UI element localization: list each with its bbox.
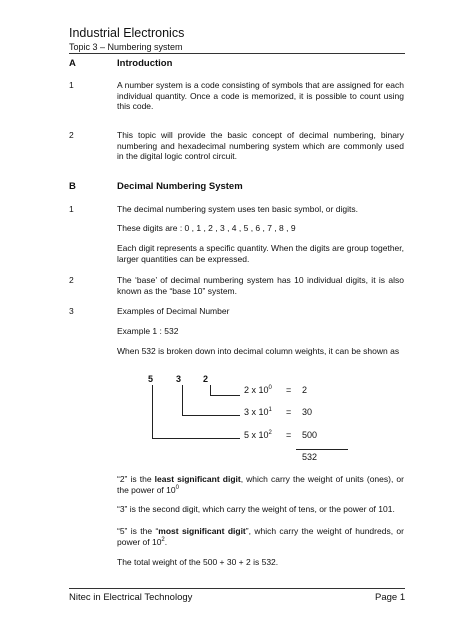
section-b-item-3-text: Examples of Decimal Number bbox=[117, 306, 230, 316]
section-a-letter: A bbox=[69, 58, 76, 69]
digits-list: These digits are : 0 , 1 , 2 , 3 , 4 , 5 , 6 , 7 , 8 , 9 bbox=[117, 223, 296, 233]
section-b-item-3-num: 3 bbox=[69, 306, 74, 316]
weight-row-1: 2 x $10^0$ bbox=[244, 385, 272, 395]
section-a-item-2-text: This topic will provide the basic concept of decimal numbering, binary numbering and hexadecimal numbering system which are commonly used in the digital logic control circuit. bbox=[117, 130, 404, 162]
header-title: Industrial Electronics bbox=[69, 26, 185, 40]
sum-line bbox=[296, 449, 348, 450]
weight-row-1-eq: = bbox=[286, 385, 292, 395]
sum-total: 532 bbox=[302, 452, 318, 462]
group-text: Each digit represents a specific quantity. When the digits are group together, larger quantities can be expressed. bbox=[117, 243, 404, 264]
section-b-item-2-num: 2 bbox=[69, 275, 74, 285]
section-b-item-2-text: The ‘base’ of decimal numbering system has 10 individual digits, it is also known as the “base 10” system. bbox=[117, 275, 404, 296]
section-b-letter: B bbox=[69, 181, 76, 192]
weight-row-2-eq: = bbox=[286, 407, 292, 417]
total-weight-note: The total weight of the 500 + 30 + 2 is 532. bbox=[117, 557, 279, 567]
example-label: Example 1 : 532 bbox=[117, 326, 179, 336]
connector-3-vertical bbox=[182, 385, 183, 416]
header-subtitle: Topic 3 – Numbering system bbox=[69, 42, 183, 52]
connector-3-horizontal bbox=[182, 415, 240, 416]
connector-5-vertical bbox=[152, 385, 153, 439]
connector-5-horizontal bbox=[152, 438, 240, 439]
footer-page-number: Page 1 bbox=[375, 592, 406, 603]
digit-2: 2 bbox=[203, 374, 209, 384]
weight-row-1-result: 2 bbox=[302, 385, 308, 395]
footer-rule bbox=[69, 588, 405, 589]
section-a-item-2-num: 2 bbox=[69, 130, 74, 140]
digit-5: 5 bbox=[148, 374, 154, 384]
weight-row-3-result: 500 bbox=[302, 430, 318, 440]
section-b-item-1-num: 1 bbox=[69, 204, 74, 214]
section-a-item-1-text: A number system is a code consisting of symbols that are assigned for each individual quantity. Once a code is memorized, it is possible to count using this code. bbox=[117, 80, 404, 112]
most-significant-note: “5” is the “most significant digit”, which carry the weight of hundreds, or power of $10^2$. bbox=[117, 526, 404, 547]
header-rule bbox=[69, 53, 405, 54]
weight-row-2-result: 30 bbox=[302, 407, 313, 417]
weight-row-3: 5 x $10^2$ bbox=[244, 430, 272, 440]
footer-left: Nitec in Electrical Technology bbox=[69, 592, 193, 603]
weight-row-3-eq: = bbox=[286, 430, 292, 440]
section-b-item-1-text: The decimal numbering system uses ten basic symbol, or digits. bbox=[117, 204, 358, 214]
breakdown-text: When 532 is broken down into decimal column weights, it can be shown as bbox=[117, 346, 400, 356]
least-significant-note: “2” is the least significant digit, which carry the weight of units (ones), or the power of $10^0$ bbox=[117, 474, 404, 495]
weight-row-2: 3 x $10^1$ bbox=[244, 407, 272, 417]
digit-3: 3 bbox=[176, 374, 182, 384]
section-a-item-1-num: 1 bbox=[69, 80, 74, 90]
section-b-title: Decimal Numbering System bbox=[117, 181, 243, 192]
second-digit-note: “3” is the second digit, which carry the weight of tens, or the power of 101. bbox=[117, 504, 395, 514]
section-a-title: Introduction bbox=[117, 58, 173, 69]
connector-2-horizontal bbox=[210, 395, 240, 396]
